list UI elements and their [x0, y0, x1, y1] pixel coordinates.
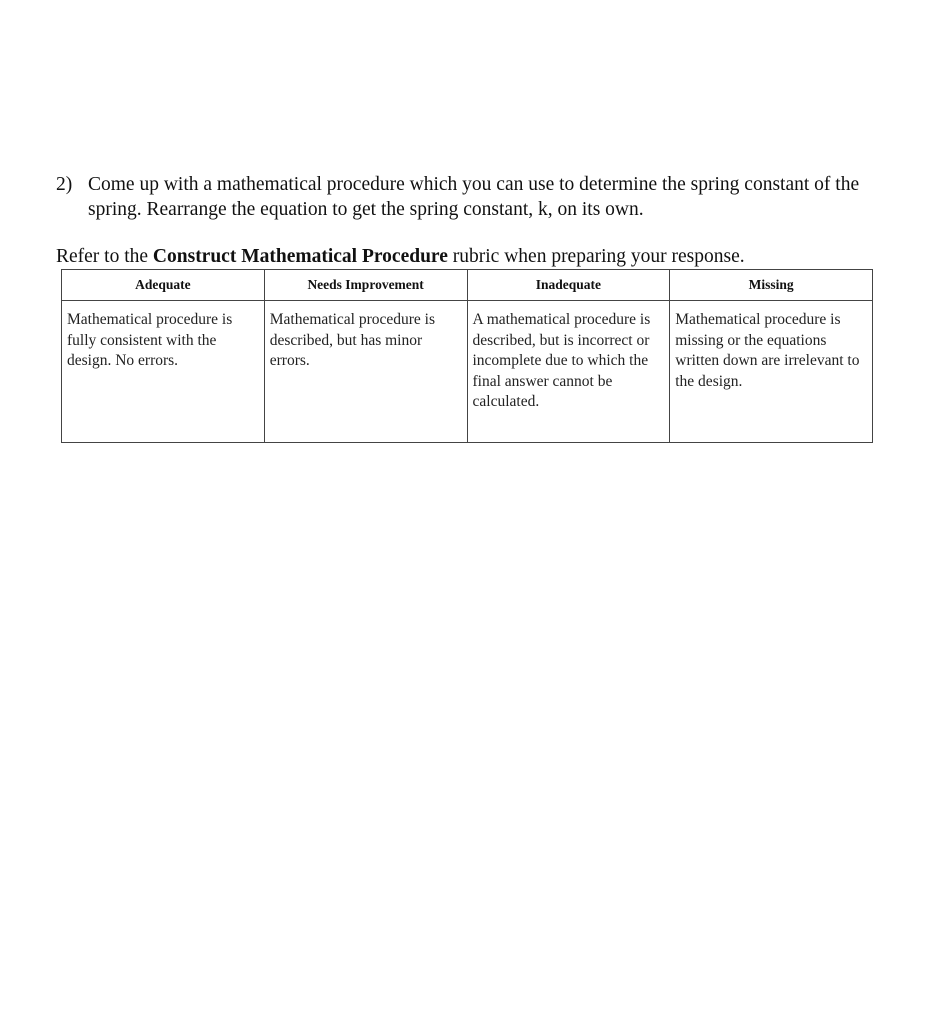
cell-needs-improvement: Mathematical procedure is described, but has minor errors. — [264, 301, 467, 443]
rubric-table — [61, 269, 873, 443]
header-adequate: Adequate — [62, 270, 265, 301]
question-text: Come up with a mathematical procedure which you can use to determine the spring constant of the spring. Rearrange the equation to get the spring constant, k, on its own. — [88, 174, 860, 220]
rubric-header-row — [62, 270, 873, 301]
header-missing: Missing — [670, 270, 873, 301]
instruction-suffix: rubric when preparing your response. — [447, 246, 745, 267]
cell-inadequate: A mathematical procedure is described, but is incorrect or incomplete due to which the final answer cannot be calculated. — [467, 301, 670, 443]
header-needs-improvement: Needs Improvement — [264, 270, 467, 301]
cell-adequate: Mathematical procedure is fully consistent with the design. No errors. — [62, 301, 265, 443]
question-number: 2) — [56, 174, 73, 195]
rubric-name: Construct Mathematical Procedure — [152, 246, 448, 267]
rubric-criteria-row — [62, 301, 873, 443]
cell-missing: Mathematical procedure is missing or the equations written down are irrelevant to the design. — [670, 301, 873, 443]
instruction-prefix: Refer to the — [56, 246, 153, 267]
header-inadequate: Inadequate — [467, 270, 670, 301]
question-block — [56, 172, 886, 222]
rubric-instruction — [56, 244, 896, 269]
